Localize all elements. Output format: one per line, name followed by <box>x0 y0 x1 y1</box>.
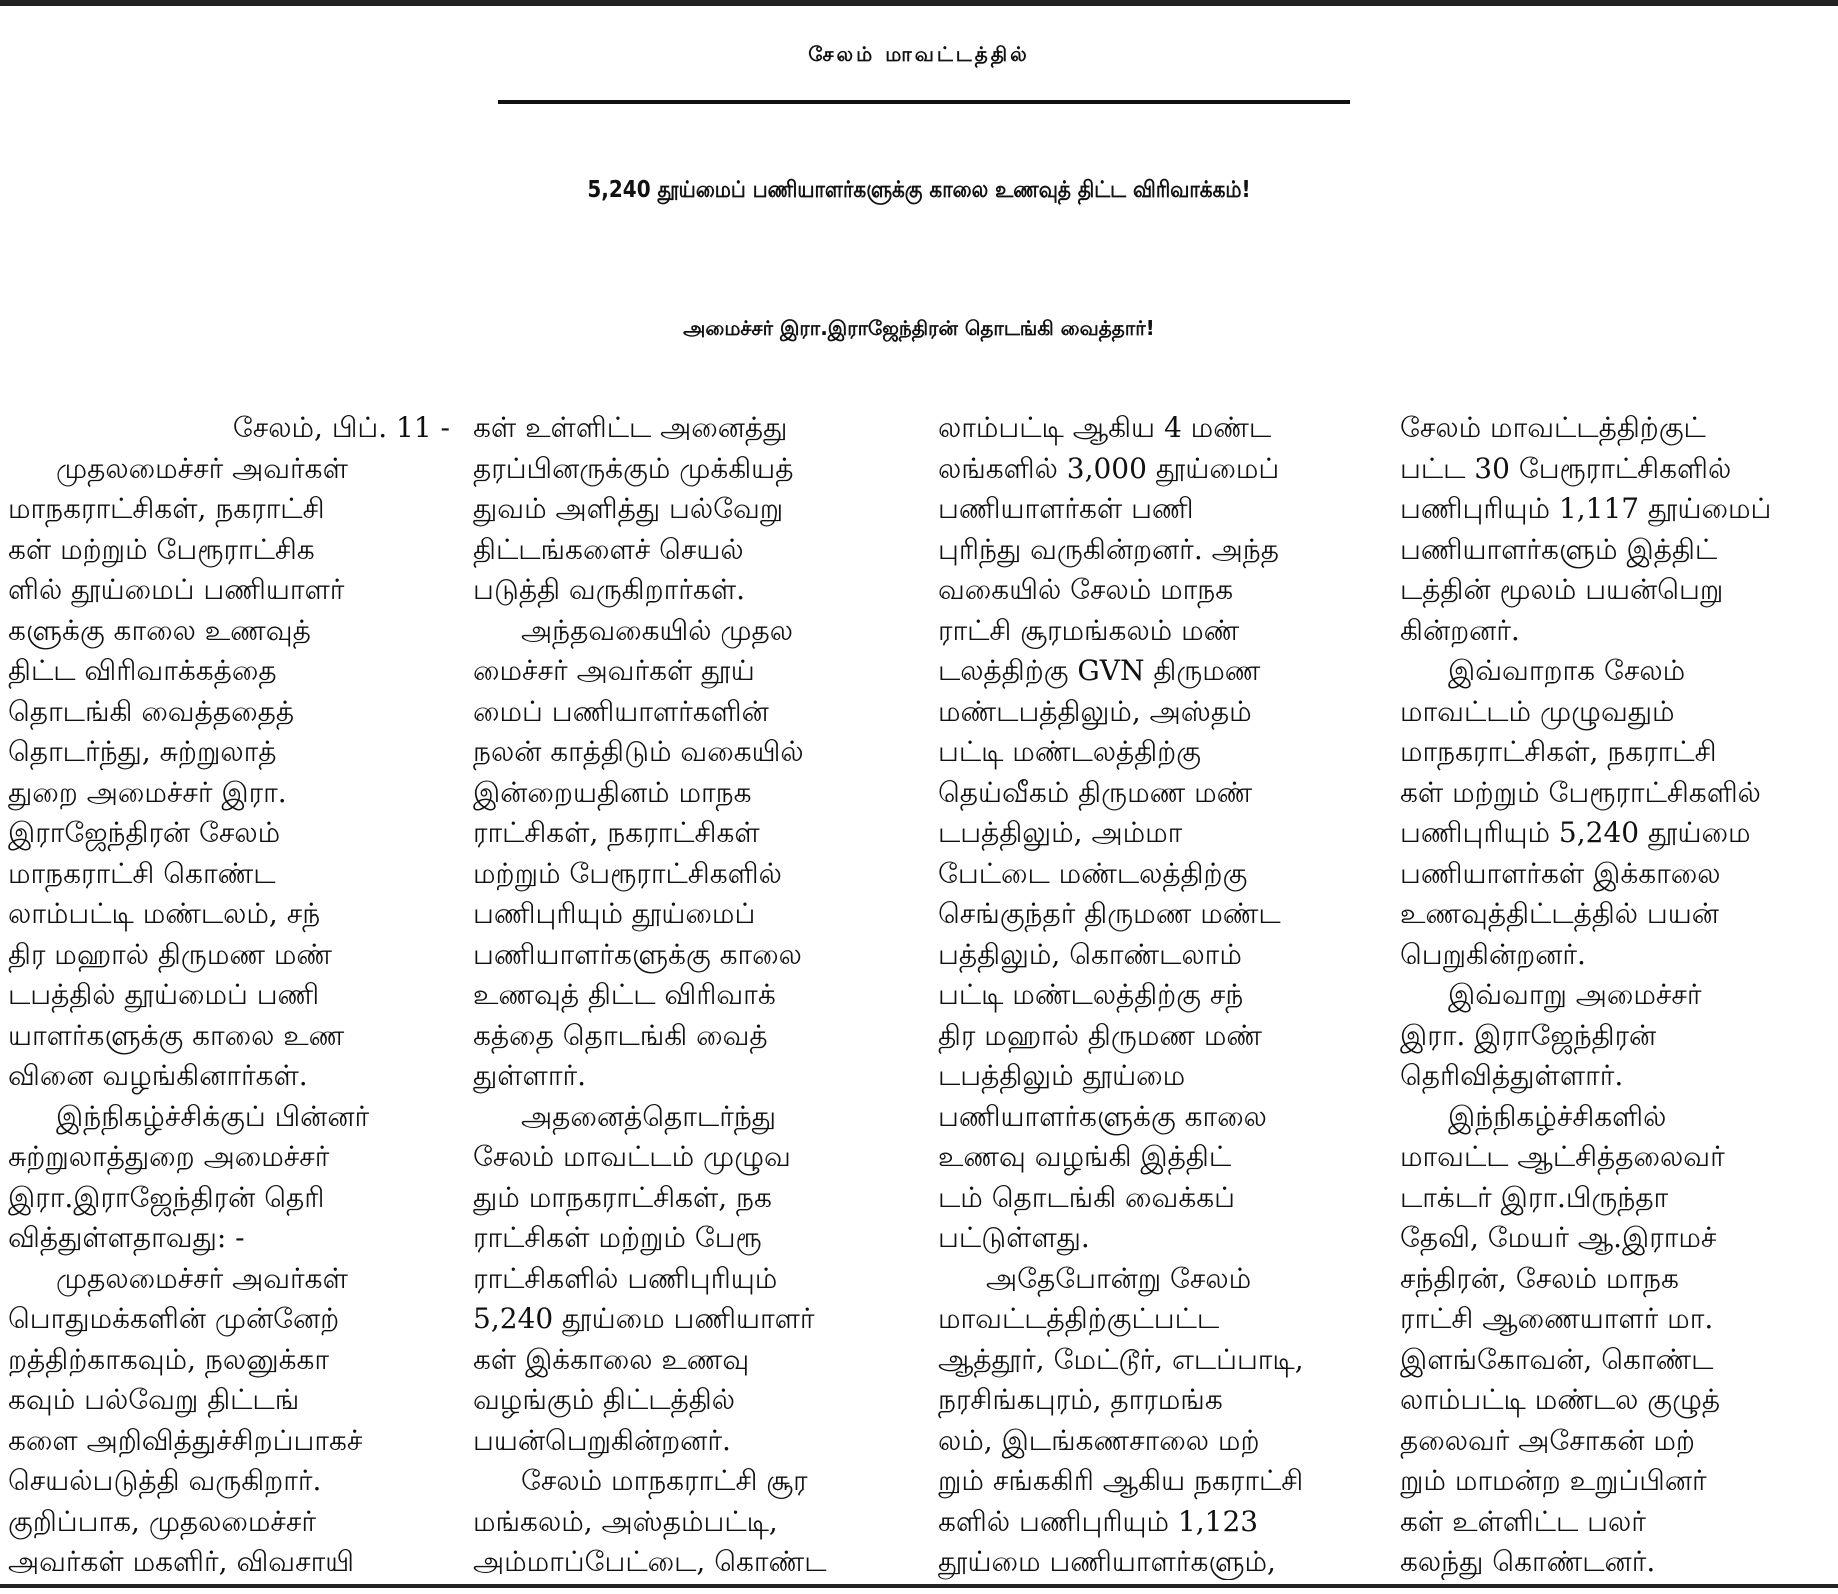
article-line: கள் உள்ளிட்ட பலர் <box>1400 1504 1646 1538</box>
article-line: பயன்பெறுகின்றனர். <box>473 1423 731 1457</box>
article-line: லாம்பட்டி மண்டலம், சந் <box>8 897 321 930</box>
article-column-4 <box>1400 408 1838 1580</box>
article-line: இளங்கோவன், கொண்ட <box>1400 1342 1714 1376</box>
kicker-underline <box>498 100 1350 104</box>
article-line: தெய்வீகம் திருமண மண் <box>938 775 1253 809</box>
article-column-3 <box>938 408 1380 1580</box>
article-line: வழங்கும் திட்டத்தில் <box>473 1383 735 1416</box>
article-line: பணியாளர்கள் பணி <box>938 492 1194 525</box>
article-line: சேலம் மாவட்டம் முழுவ <box>473 1140 791 1173</box>
article-line: பட்டுள்ளது. <box>938 1221 1090 1254</box>
article-line: கள் மற்றும் பேரூராட்சிகளில் <box>1400 775 1761 809</box>
article-line: மாவட்டத்திற்குட்பட்ட <box>938 1302 1220 1335</box>
article-line: தேவி, மேயர் ஆ.இராமச் <box>1400 1221 1717 1254</box>
article-line: ராட்சிகள் மற்றும் பேரூ <box>473 1221 762 1254</box>
main-headline: 5,240 தூய்மைப் பணியாளர்களுக்கு காலை உணவுத் திட்ட விரிவாக்கம்! <box>587 174 1251 203</box>
article-line: செயல்படுத்தி வருகிறார். <box>8 1464 322 1497</box>
article-line: லாம்பட்டி மண்டல குழுத் <box>1400 1383 1721 1416</box>
article-line: அந்தவகையில் முதல <box>521 613 793 647</box>
article-line: றும் மாமன்ற உறுப்பினர் <box>1400 1464 1707 1497</box>
article-line: துறை அமைச்சர் இரா. <box>8 775 287 809</box>
article-line: அதேபோன்று சேலம் <box>986 1261 1252 1295</box>
article-line: சேலம் மாநகராட்சி சூர <box>521 1464 808 1497</box>
article-line: ளில் தூய்மைப் பணியாளர் <box>8 573 345 606</box>
article-line: பட்டி மண்டலத்திற்கு <box>938 735 1201 768</box>
article-line: ராட்சி சூரமங்கலம் மண் <box>938 613 1240 647</box>
article-line: மைச்சர் அவர்கள் தூய் <box>473 654 755 687</box>
article-line: பணியாளர்களுக்கு காலை <box>938 1099 1267 1133</box>
article-line: மற்றும் பேரூராட்சிகளில் <box>473 856 782 890</box>
article-line: பணியாளர்களுக்கு காலை <box>473 937 802 971</box>
article-line: கள் உள்ளிட்ட அனைத்து <box>473 411 788 444</box>
dateline: சேலம், பிப். 11 - <box>232 411 450 444</box>
article-line: லாம்பட்டி ஆகிய 4 மண்ட <box>938 411 1272 444</box>
article-line: மாநகராட்சிகள், நகராட்சி <box>1400 735 1717 768</box>
article-line: டலத்திற்கு GVN திருமண <box>938 654 1261 687</box>
article-line: யாளர்களுக்கு காலை உண <box>8 1018 345 1052</box>
article-line: நலன் காத்திடும் வகையில் <box>473 735 804 768</box>
article-line: செங்குந்தர் திருமண மண்ட <box>938 897 1281 930</box>
article-line: தொடர்ந்து, சுற்றுலாத் <box>8 735 277 768</box>
article-line: திட்ட விரிவாக்கத்தை <box>8 654 277 687</box>
article-line: பட்டி மண்டலத்திற்கு சந் <box>938 978 1244 1011</box>
article-line: களுக்கு காலை உணவுத் <box>8 613 311 647</box>
article-line: துவம் அளித்து பல்வேறு <box>473 492 784 525</box>
article-column-2 <box>473 408 915 1580</box>
article-line: முதலமைச்சர் அவர்கள் <box>56 1261 348 1295</box>
article-line: வகையில் சேலம் மாநக <box>938 573 1234 606</box>
article-line: உணவுத் திட்ட விரிவாக் <box>473 978 776 1011</box>
article-line: மண்டபத்திலும், அஸ்தம் <box>938 694 1252 728</box>
article-line: அம்மாப்பேட்டை, கொண்ட <box>473 1545 827 1578</box>
article-line: களில் பணிபுரியும் 1,123 <box>938 1504 1259 1538</box>
article-line: கள் மற்றும் பேரூராட்சிக <box>8 532 315 566</box>
article-line: பெறுகின்றனர். <box>1400 937 1586 971</box>
article-line: இன்றையதினம் மாநக <box>473 775 752 809</box>
article-line: சந்திரன், சேலம் மாநக <box>1400 1261 1679 1295</box>
article-line: பணியாளர்கள் இக்காலை <box>1400 856 1721 890</box>
article-line: கலந்து கொண்டனர். <box>1400 1545 1656 1578</box>
article-line: சேலம் மாவட்டத்திற்குட் <box>1400 411 1706 444</box>
article-line: 5,240 தூய்மை பணியாளர் <box>473 1302 815 1335</box>
article-line: இராஜேந்திரன் சேலம் <box>8 816 281 849</box>
kicker-headline: சேலம் மாவட்டத்தில் <box>808 42 1030 66</box>
article-line: மாநகராட்சி கொண்ட <box>8 856 276 890</box>
article-line: அதனைத்தொடர்ந்து <box>521 1099 777 1133</box>
article-line: துள்ளார். <box>473 1059 586 1092</box>
article-line: டாக்டர் இரா.பிருந்தா <box>1400 1180 1669 1214</box>
article-line: அவர்கள் மகளிர், விவசாயி <box>8 1545 354 1578</box>
article-line: மாவட்டம் முழுவதும் <box>1400 694 1675 728</box>
article-line: வினை வழங்கினார்கள். <box>8 1059 308 1092</box>
article-line: தலைவர் அசோகன் மற் <box>1400 1423 1695 1457</box>
article-line: டத்தின் மூலம் பயன்பெறு <box>1400 573 1724 606</box>
article-line: வித்துள்ளதாவது: - <box>8 1221 245 1254</box>
article-line: கவும் பல்வேறு திட்டங் <box>8 1383 300 1416</box>
article-line: டம் தொடங்கி வைக்கப் <box>938 1180 1235 1214</box>
article-line: தொடங்கி வைத்ததைத் <box>8 694 295 728</box>
article-line: ராட்சி ஆணையாளர் மா. <box>1400 1302 1714 1335</box>
article-line: பணிபுரியும் 5,240 தூய்மை <box>1400 816 1751 849</box>
article-line: புரிந்து வருகின்றனர். அந்த <box>938 532 1279 566</box>
article-line: லம், இடங்கணசாலை மற் <box>938 1423 1260 1457</box>
article-line: பத்திலும், கொண்டலாம் <box>938 937 1242 971</box>
article-line: ராட்சிகளில் பணிபுரியும் <box>473 1261 778 1295</box>
article-line: பணிபுரியும் 1,117 தூய்மைப் <box>1400 492 1772 525</box>
article-line: உணவு வழங்கி இத்திட் <box>938 1140 1232 1173</box>
article-line: இரா.இராஜேந்திரன் தெரி <box>8 1180 325 1214</box>
article-body <box>8 408 1834 1580</box>
article-line: றத்திற்காகவும், நலனுக்கா <box>8 1342 330 1376</box>
sub-headline: அமைச்சர் இரா.இராஜேந்திரன் தொடங்கி வைத்தார்! <box>683 316 1155 340</box>
top-rule <box>0 0 1838 6</box>
article-line: பேட்டை மண்டலத்திற்கு <box>938 856 1248 890</box>
article-line: தரப்பினருக்கும் முக்கியத் <box>473 451 794 485</box>
article-line: மைப் பணியாளர்களின் <box>473 694 769 728</box>
article-line: தும் மாநகராட்சிகள், நக <box>473 1180 772 1214</box>
article-line: இரா. இராஜேந்திரன் <box>1400 1018 1657 1052</box>
article-line: டபத்திலும் தூய்மை <box>938 1059 1186 1092</box>
article-line: திர மஹால் திருமண மண் <box>938 1018 1263 1052</box>
article-line: றும் சங்ககிரி ஆகிய நகராட்சி <box>938 1464 1304 1497</box>
article-line: கள் இக்காலை உணவு <box>473 1342 750 1376</box>
bottom-rule <box>0 1584 1838 1588</box>
article-line: திட்டங்களைச் செயல் <box>473 532 744 566</box>
article-line: டபத்திலும், அம்மா <box>938 816 1183 849</box>
article-line: மங்கலம், அஸ்தம்பட்டி, <box>473 1504 778 1538</box>
article-line: டபத்தில் தூய்மைப் பணி <box>8 978 320 1011</box>
article-line: மாவட்ட ஆட்சித்தலைவர் <box>1400 1140 1725 1173</box>
article-line: திர மஹால் திருமண மண் <box>8 937 333 971</box>
article-line: இவ்வாறு அமைச்சர் <box>1448 978 1702 1011</box>
article-line: நரசிங்கபுரம், தாரமங்க <box>938 1383 1223 1416</box>
article-line: தெரிவித்துள்ளார். <box>1400 1059 1624 1092</box>
article-line: உணவுத்திட்டத்தில் பயன் <box>1400 897 1719 930</box>
article-line: கத்தை தொடங்கி வைத் <box>473 1018 768 1052</box>
article-line: பொதுமக்களின் முன்னேற் <box>8 1302 340 1335</box>
article-line: படுத்தி வருகிறார்கள். <box>473 573 745 606</box>
article-line: பட்ட 30 பேரூராட்சிகளில் <box>1400 451 1732 485</box>
article-line: பணிபுரியும் தூய்மைப் <box>473 897 756 930</box>
article-line: சுற்றுலாத்துறை அமைச்சர் <box>8 1140 330 1173</box>
article-line: ராட்சிகள், நகராட்சிகள் <box>473 816 760 849</box>
article-line: இந்நிகழ்ச்சிக்குப் பின்னர் <box>56 1099 370 1133</box>
article-line: குறிப்பாக, முதலமைச்சர் <box>8 1504 317 1538</box>
article-line: முதலமைச்சர் அவர்கள் <box>56 451 348 485</box>
article-line: பணியாளர்களும் இத்திட் <box>1400 532 1718 566</box>
article-line: மாநகராட்சிகள், நகராட்சி <box>8 492 325 525</box>
article-line: தூய்மை பணியாளர்களும், <box>938 1545 1276 1578</box>
article-column-1 <box>8 408 450 1580</box>
article-line: கின்றனர். <box>1400 613 1520 647</box>
article-line: களை அறிவித்துச்சிறப்பாகச் <box>8 1423 363 1457</box>
article-line: லங்களில் 3,000 தூய்மைப் <box>938 451 1280 485</box>
article-line: இவ்வாறாக சேலம் <box>1448 654 1686 687</box>
article-line: ஆத்தூர், மேட்டூர், எடப்பாடி, <box>938 1342 1304 1376</box>
article-line: இந்நிகழ்ச்சிகளில் <box>1448 1099 1667 1133</box>
